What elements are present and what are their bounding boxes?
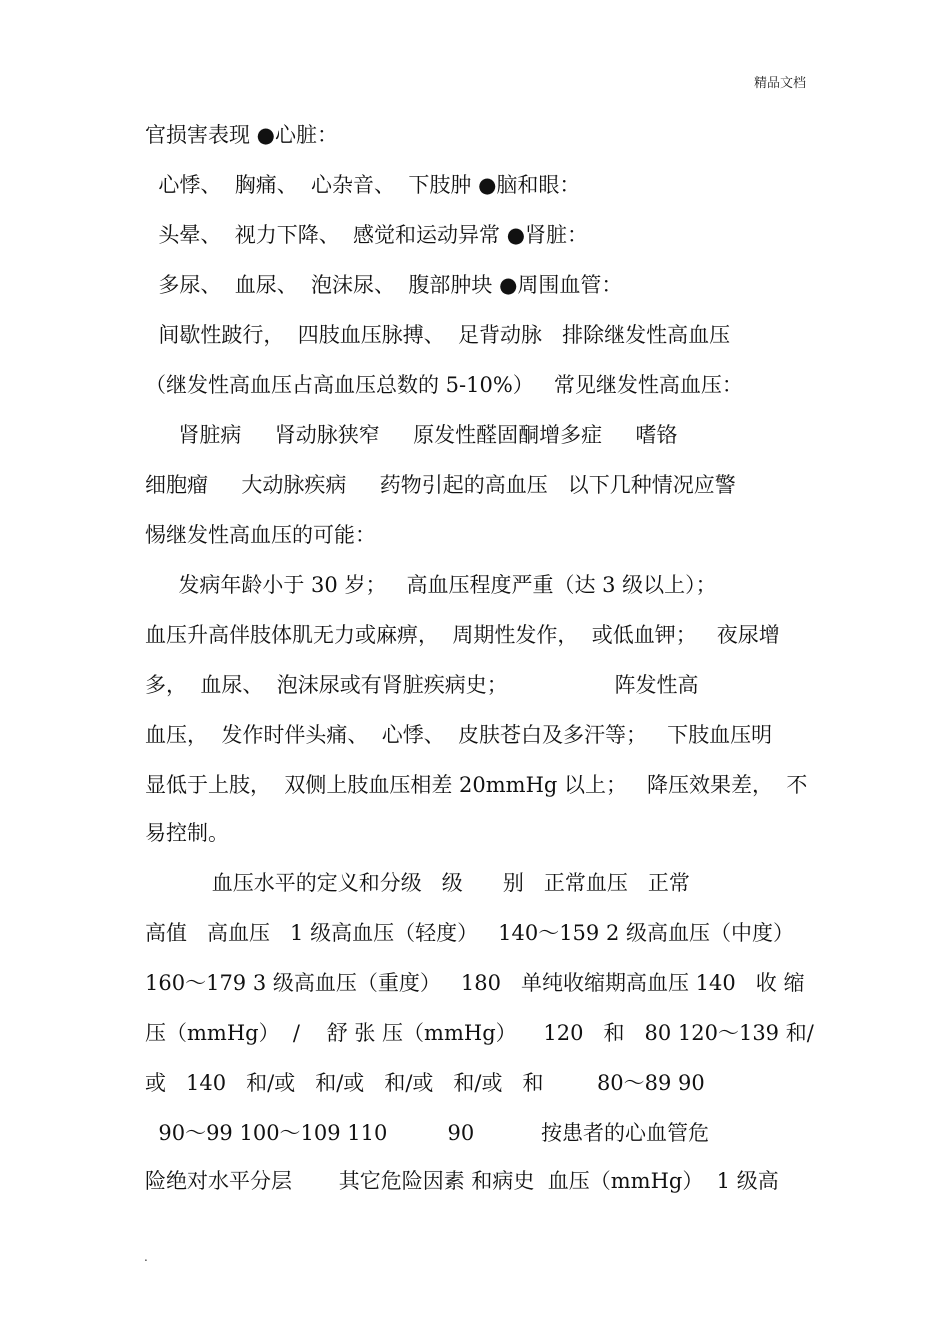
text-line: 头晕、 视力下降、 感觉和运动异常 ●肾脏：	[145, 223, 589, 247]
footer-dot: .	[144, 1250, 148, 1264]
text-line: 血压升高伴肢体肌无力或麻痹， 周期性发作， 或低血钾； 夜尿增	[145, 623, 780, 647]
text-line: 险绝对水平分层 其它危险因素 和病史 血压（mmHg） 1 级高	[145, 1169, 779, 1193]
text-line: 160～179 3 级高血压（重度） 180 单纯收缩期高血压 140 收 缩	[145, 971, 805, 995]
text-line: 血压水平的定义和分级 级 别 正常血压 正常	[145, 871, 690, 895]
text-line: 肾脏病 肾动脉狭窄 原发性醛固酮增多症 嗜铬	[145, 423, 678, 447]
text-line: 发病年龄小于 30 岁； 高血压程度严重（达 3 级以上）；	[145, 573, 717, 597]
text-line: 细胞瘤 大动脉疾病 药物引起的高血压 以下几种情况应警	[145, 473, 736, 497]
text-line: 显低于上肢， 双侧上肢血压相差 20mmHg 以上； 降压效果差， 不	[145, 773, 808, 797]
text-line: 间歇性跛行， 四肢血压脉搏、 足背动脉 排除继发性高血压	[145, 323, 731, 347]
text-line: 心悸、 胸痛、 心杂音、 下肢肿 ●脑和眼：	[145, 173, 581, 197]
text-line: 或 140 和/或 和/或 和/或 和/或 和 80～89 90	[145, 1071, 705, 1095]
text-line: 高值 高血压 1 级高血压（轻度） 140～159 2 级高血压（中度）	[145, 921, 794, 945]
text-line: 血压， 发作时伴头痛、 心悸、 皮肤苍白及多汗等； 下肢血压明	[145, 723, 773, 747]
text-line: 官损害表现 ●心脏：	[145, 123, 338, 147]
page-header-label: 精品文档	[753, 76, 806, 91]
text-line: 压（mmHg） / 舒 张 压（mmHg） 120 和 80 120～139 和/	[145, 1021, 814, 1045]
text-line: 90～99 100～109 110 90 按患者的心血管危	[145, 1121, 709, 1145]
text-line: 多尿、 血尿、 泡沫尿、 腹部肿块 ●周围血管：	[145, 273, 623, 297]
text-line: （继发性高血压占高血压总数的 5-10%） 常见继发性高血压：	[145, 373, 743, 397]
text-line: 易控制。	[145, 821, 229, 845]
text-line: 惕继发性高血压的可能：	[145, 523, 376, 547]
text-line: 多， 血尿、 泡沫尿或有肾脏疾病史； 阵发性高	[145, 673, 699, 697]
